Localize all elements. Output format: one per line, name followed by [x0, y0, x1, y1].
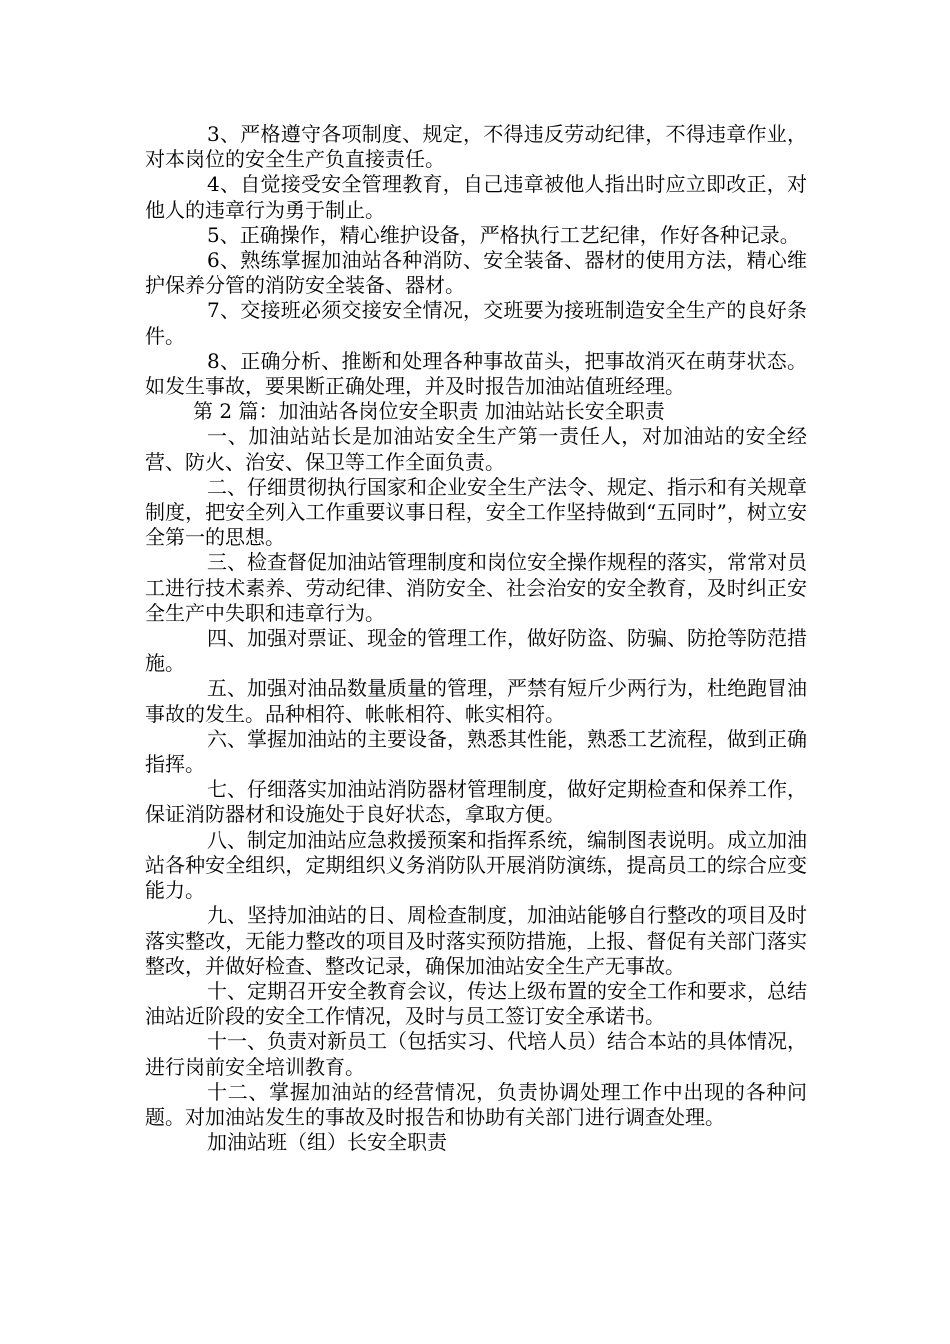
duty-item-1: 一、加油站站长是加油站安全生产第一责任人，对加油站的安全经营、防火、治安、保卫等工作全面负责。 [145, 424, 807, 474]
paragraph-item-8: 8、正确分析、推断和处理各种事故苗头，把事故消灭在萌芽状态。如发生事故，要果断正确处理，并及时报告加油站值班经理。 [145, 348, 807, 399]
duty-item-9: 九、坚持加油站的日、周检查制度，加油站能够自行整改的项目及时落实整改，无能力整改的项目及时落实预防措施，上报、督促有关部门落实整改，并做好检查、整改记录，确保加油站安全生产无事故。 [145, 903, 807, 978]
duty-item-2: 二、仔细贯彻执行国家和企业安全生产法令、规定、指示和有关规章制度，把安全列入工作重要议事日程，安全工作坚持做到“五同时”，树立安全第一的思想。 [145, 474, 807, 550]
section-heading: 第 2 篇：加油站各岗位安全职责 加油站站长安全职责 [193, 399, 665, 424]
duty-item-5: 五、加强对油品数量质量的管理，严禁有短斤少两行为，杜绝跑冒油事故的发生。品种相符、帐帐相符、帐实相符。 [145, 676, 807, 726]
duty-item-12: 十二、掌握加油站的经营情况，负责协调处理工作中出现的各种问题。对加油站发生的事故及时报告和协助有关部门进行调查处理。 [145, 1079, 807, 1129]
duty-item-10: 十、定期召开安全教育会议，传达上级布置的安全工作和要求，总结油站近阶段的安全工作情况，及时与员工签订安全承诺书。 [145, 978, 807, 1029]
duty-item-11: 十一、负责对新员工（包括实习、代培人员）结合本站的具体情况，进行岗前安全培训教育。 [145, 1029, 807, 1079]
duty-item-3: 三、检查督促加油站管理制度和岗位安全操作规程的落实，常常对员工进行技术素养、劳动纪律、消防安全、社会治安的安全教育，及时纠正安全生产中失职和违章行为。 [145, 550, 807, 625]
duty-item-8: 八、制定加油站应急救援预案和指挥系统，编制图表说明。成立加油站各种安全组织，定期组织义务消防队开展消防演练，提高员工的综合应变能力。 [145, 827, 807, 903]
duty-item-6: 六、掌握加油站的主要设备，熟悉其性能，熟悉工艺流程，做到正确指挥。 [145, 726, 807, 777]
paragraph-item-7: 7、交接班必须交接安全情况，交班要为接班制造安全生产的良好条件。 [145, 298, 807, 348]
paragraph-item-5: 5、正确操作，精心维护设备，严格执行工艺纪律，作好各种记录。 [207, 222, 800, 247]
subsection-heading: 加油站班（组）长安全职责 [207, 1130, 447, 1155]
paragraph-item-6: 6、熟练掌握加油站各种消防、安全装备、器材的使用方法，精心维护保养分管的消防安全装备、器材。 [145, 248, 807, 298]
duty-item-4: 四、加强对票证、现金的管理工作，做好防盗、防骗、防抢等防范措施。 [145, 626, 807, 676]
paragraph-item-4: 4、自觉接受安全管理教育，自己违章被他人指出时应立即改正，对他人的违章行为勇于制止。 [145, 172, 807, 222]
duty-item-7: 七、仔细落实加油站消防器材管理制度，做好定期检查和保养工作，保证消防器材和设施处于良好状态，拿取方便。 [145, 777, 807, 827]
paragraph-item-3: 3、严格遵守各项制度、规定，不得违反劳动纪律，不得违章作业，对本岗位的安全生产负直接责任。 [145, 122, 807, 172]
document-body [145, 122, 807, 1155]
